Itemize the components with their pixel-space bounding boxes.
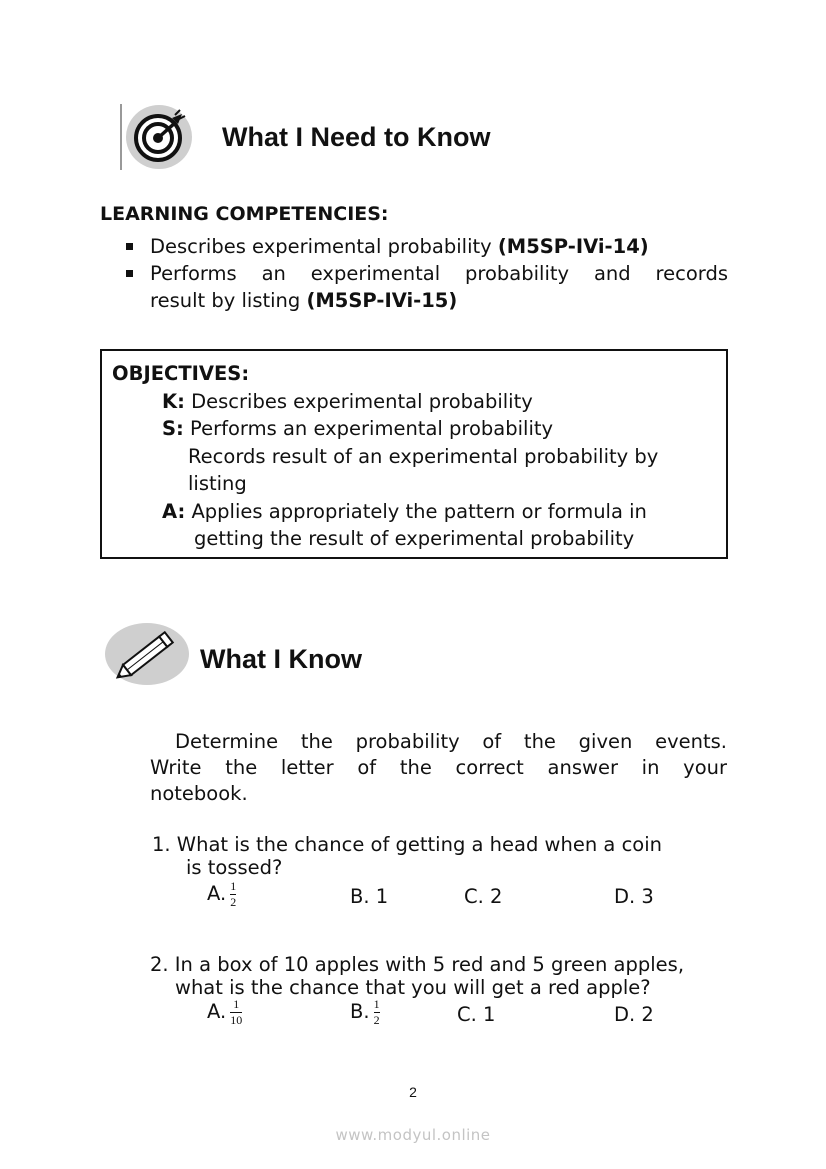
objective-attitude-2: getting the result of experimental probability [194,527,635,550]
competencies-list [122,233,728,314]
choice-c[interactable]: C. 1 [457,1003,496,1026]
page-number: 2 [409,1084,417,1100]
pencil-icon [104,622,190,686]
competencies-heading: LEARNING COMPETENCIES: [100,203,389,225]
watermark: www.modyul.online [335,1126,491,1144]
objectives-heading: OBJECTIVES: [112,362,250,385]
choice-a[interactable]: A. $\frac{1}{2}$ [207,879,237,909]
section-title-what-i-know: What I Know [200,644,362,674]
objective-attitude: A: Applies appropriately the pattern or formula in [162,499,647,523]
objectives-box [100,349,728,559]
choice-c[interactable]: C. 2 [464,885,503,908]
objective-knowledge: K: Describes experimental probability [162,389,533,413]
section-title-need-to-know: What I Need to Know [222,122,491,152]
objective-skill-2: Records result of an experimental probability by listing [188,444,659,495]
question-2: 2. In a box of 10 apples with 5 red and 5 green apples, what is the chance that you will get a red apple? [150,953,685,999]
target-icon [118,104,198,170]
competency-item: Describes experimental probability (M5SP-IVi-14) [122,233,728,260]
question-1: 1. What is the chance of getting a head when a coin is tossed? [152,833,662,879]
choice-b[interactable]: B. $\frac{1}{2}$ [350,997,380,1027]
objective-skill: S: Performs an experimental probability [162,417,554,440]
choice-a[interactable]: A. $\frac{1}{10}$ [207,997,243,1027]
instructions: Determine the probability of the given events. Write the letter of the correct answer in your notebook. [150,730,727,805]
competency-item: Performs an experimental probability and records result by listing (M5SP-IVi-15) [122,260,728,314]
choice-d[interactable]: D. 3 [614,885,654,908]
choice-d[interactable]: D. 2 [614,1003,654,1026]
choice-b[interactable]: B. 1 [350,885,389,908]
